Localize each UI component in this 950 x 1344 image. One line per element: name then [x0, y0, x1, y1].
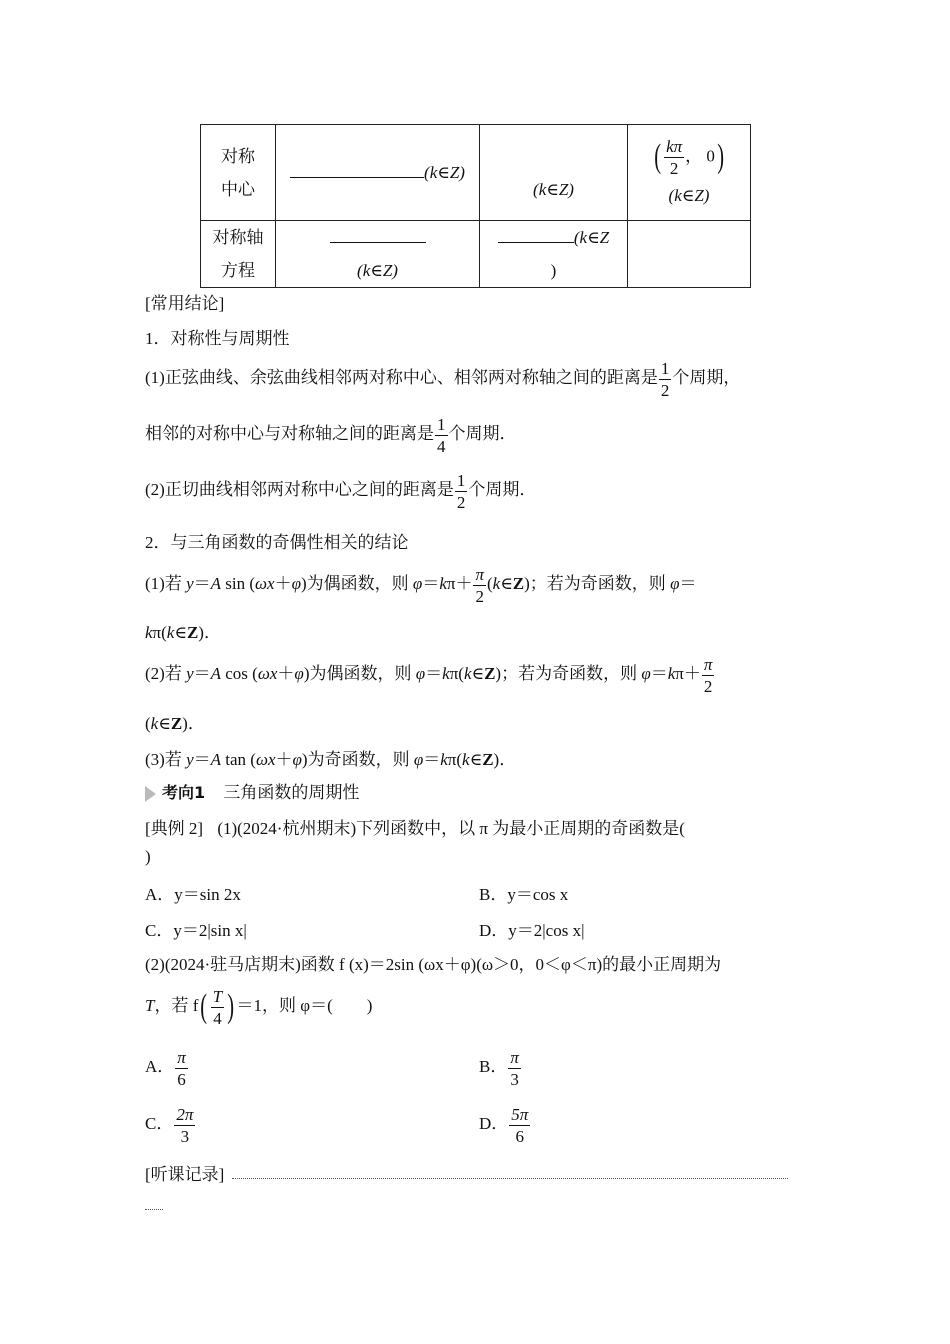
fraction-quarter [435, 416, 448, 455]
text: (1)正弦曲线、余弦曲线相邻两对称中心、相邻两对称轴之间的距离是 [145, 368, 658, 387]
topic-label: 考向1 [162, 783, 206, 802]
notes-dotted-line [232, 1178, 788, 1179]
right-paren: ) [717, 138, 724, 175]
choice-d [479, 1102, 531, 1146]
fraction-numerator: kπ [666, 136, 683, 156]
choice-a [145, 1045, 189, 1089]
answer-blank [498, 228, 574, 243]
parity-line-2b: (k∈Z)． [145, 714, 205, 733]
option-d: D．y＝2|cos x| [479, 921, 585, 940]
text: 个周期． [448, 424, 517, 443]
symmetry-table [200, 124, 751, 288]
example-tag: [典例 2] [145, 819, 204, 838]
question-2-text: (2)(2024·驻马店期末)函数 f (x)＝2sin (ωx＋φ)(ω＞0，0＜φ＜π)的最小正周期为 [145, 955, 722, 974]
table-cell-cos-axis [480, 221, 628, 288]
section-title: 1．对称性与周期性 [145, 329, 290, 348]
table-cell-label [201, 125, 276, 221]
fraction-numerator: 1 [456, 470, 466, 490]
option-a: A．y＝sin 2x [145, 885, 241, 904]
table-cell-sin-center [276, 125, 480, 221]
text: ，若 f [154, 996, 199, 1015]
fraction-half [659, 360, 672, 399]
text: (2)正切曲线相邻两对称中心之间的距离是 [145, 480, 454, 499]
fraction-denominator: 2 [456, 492, 466, 512]
fraction-numerator: π [475, 564, 484, 584]
fraction-numerator: 1 [437, 414, 446, 434]
choice-b [479, 1045, 522, 1089]
fraction-numerator: T [212, 986, 223, 1006]
period-symbol: T [145, 996, 155, 1015]
k-in-z: (k∈Z) [357, 261, 398, 280]
answer-blank [330, 228, 426, 243]
topic-heading [145, 778, 359, 803]
parity-line-1: (1)若 y＝A sin (ωx＋φ)为偶函数，则 φ＝kπ＋ $\frac{\pi}{2}$ (k∈Z)；若为奇函数，则 φ＝ [145, 564, 697, 606]
choice-label: A． [145, 1057, 175, 1076]
fraction-t-quarter [211, 988, 224, 1027]
parity-line-3: (3)若 y＝A tan (ωx＋φ)为奇函数，则 φ＝kπ(k∈Z)． [145, 750, 517, 769]
table-cell-cos-center [480, 125, 628, 221]
row-label-line: 对称 [221, 146, 255, 166]
text: 个周期， [672, 368, 741, 387]
close-paren: ) [550, 261, 557, 280]
left-paren: ( [200, 988, 208, 1026]
text: 个周期． [468, 480, 537, 499]
fraction-pi-half [702, 656, 715, 695]
fraction-denominator: 6 [515, 1126, 525, 1146]
fraction-denominator: 3 [510, 1069, 519, 1089]
fraction [175, 1049, 188, 1088]
row-label-line: 中心 [221, 179, 255, 199]
fraction-numerator: 1 [660, 358, 670, 378]
fraction-pi-half [473, 566, 486, 605]
table-cell-sin-axis [276, 221, 480, 288]
fraction-numerator: 2π [176, 1104, 194, 1124]
fraction-denominator: 3 [180, 1126, 190, 1146]
option-c: C．y＝2|sin x| [145, 921, 247, 940]
fraction [508, 1049, 521, 1088]
table-cell-tan-axis [628, 221, 751, 288]
k-in-z: (k∈Z) [668, 185, 710, 205]
row-label-line: 对称轴 [212, 228, 264, 247]
fraction-numerator: π [177, 1047, 186, 1067]
text: 相邻的对称中心与对称轴之间的距离是 [145, 424, 434, 443]
paragraph [145, 356, 740, 400]
k-in-z: (k∈Z) [424, 163, 465, 182]
option-b: B．y＝cos x [479, 885, 569, 904]
fraction-denominator: 2 [475, 586, 484, 606]
fraction [174, 1106, 195, 1145]
fraction-numerator: π [510, 1047, 519, 1067]
fraction-denominator: 2 [669, 158, 679, 178]
choice-label: D． [479, 1114, 509, 1133]
choice-label: B． [479, 1057, 508, 1076]
fraction-denominator: 2 [703, 676, 713, 696]
center-zero: ， 0 [685, 145, 715, 165]
answer-blank [290, 163, 424, 178]
k-in-z-open: (k∈Z [573, 228, 610, 247]
parity-line-1b: kπ(k∈Z)． [145, 623, 221, 642]
fraction-numerator: 5π [511, 1104, 529, 1124]
paragraph [145, 468, 536, 512]
table-row [201, 125, 751, 221]
choice-c [145, 1102, 196, 1146]
fraction [664, 138, 684, 177]
right-paren: ) [227, 988, 235, 1026]
notes-label: [听课记录] [145, 1165, 225, 1184]
question-text: (1)(2024·杭州期末)下列函数中，以 π 为最小正周期的奇函数是( [217, 819, 685, 838]
table-cell-label [201, 221, 276, 288]
parity-line-2: (2)若 y＝A cos (ωx＋φ)为偶函数，则 φ＝kπ(k∈Z)；若为奇函数，则 φ＝kπ＋ $\frac{\pi}{2}$ [145, 654, 713, 696]
choice-label: C． [145, 1114, 174, 1133]
triangle-marker-icon [145, 786, 156, 802]
question-2-line-2 [145, 984, 372, 1028]
k-in-z: (k∈Z) [533, 180, 574, 199]
fraction-numerator: π [703, 654, 713, 674]
table-cell-tan-center [628, 125, 751, 221]
fraction-half [455, 472, 468, 511]
fraction-denominator: 2 [660, 380, 670, 400]
fraction-denominator: 4 [437, 436, 446, 456]
text: ＝1，则 φ＝( ) [236, 996, 373, 1015]
conclusions-header: [常用结论] [145, 294, 225, 313]
question-close-paren: ) [145, 847, 151, 866]
fraction-denominator: 6 [177, 1069, 186, 1089]
row-label-line: 方程 [221, 261, 255, 280]
paragraph [145, 412, 517, 456]
left-paren: ( [654, 138, 661, 175]
example-question-1 [145, 814, 685, 839]
fraction-denominator: 4 [213, 1008, 222, 1028]
section-title: 2．与三角函数的奇偶性相关的结论 [145, 533, 409, 552]
topic-title: 三角函数的周期性 [223, 783, 360, 802]
table-row [201, 221, 751, 288]
fraction [509, 1106, 530, 1145]
notes-dotted-line-2 [145, 1209, 163, 1210]
